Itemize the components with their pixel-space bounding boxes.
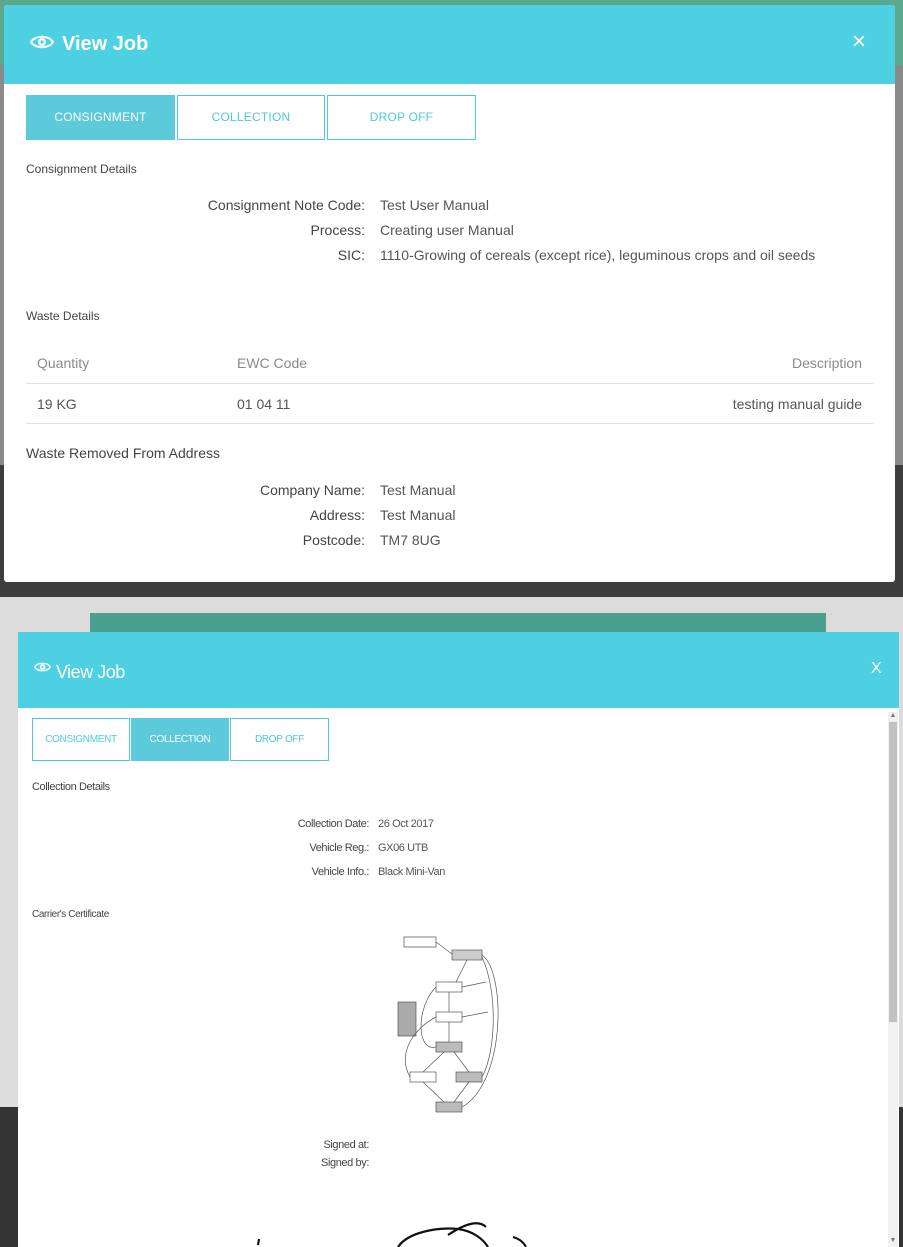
signature-image <box>248 1217 548 1247</box>
column-ewc-code: EWC Code <box>237 355 308 371</box>
sic-value: 1110-Growing of cereals (except rice), leguminous crops and oil seeds <box>380 247 816 263</box>
column-quantity: Quantity <box>37 355 90 371</box>
vehicle-info-label: Vehicle Info.: <box>311 866 369 878</box>
postcode-value: TM7 8UG <box>380 532 441 548</box>
cell-quantity: 19 KG <box>37 396 77 412</box>
consignment-note-code-value: Test User Manual <box>380 197 489 213</box>
sic-label: SIC: <box>337 247 365 263</box>
cell-ewc-code: 01 04 11 <box>237 396 291 412</box>
vehicle-reg-label: Vehicle Reg.: <box>309 842 369 854</box>
tab-drop-off[interactable]: DROP OFF <box>327 95 476 140</box>
consignment-note-code-label: Consignment Note Code: <box>207 197 365 213</box>
close-icon[interactable]: × <box>852 28 867 55</box>
modal-title: View Job <box>62 33 149 55</box>
collection-date-value: 26 Oct 2017 <box>378 818 434 830</box>
view-job-modal <box>4 5 895 582</box>
tab-collection[interactable]: COLLECTION <box>177 95 325 140</box>
company-name-label: Company Name: <box>259 482 365 498</box>
scroll-up-icon[interactable]: ▲ <box>889 712 897 719</box>
process-label: Process: <box>310 222 365 238</box>
eye-icon <box>30 33 54 51</box>
screenshot-collection <box>0 597 903 1247</box>
carriers-certificate-heading: Carrier's Certificate <box>32 909 109 920</box>
vertical-scrollbar[interactable] <box>888 712 898 1247</box>
cell-description: testing manual guide <box>732 396 862 412</box>
consignment-details-heading: Consignment Details <box>26 162 137 176</box>
column-description: Description <box>791 355 862 371</box>
close-icon[interactable]: X <box>871 660 882 677</box>
scrollbar-thumb[interactable] <box>889 722 897 1022</box>
screenshot-consignment <box>0 0 903 597</box>
modal-title: View Job <box>56 662 125 682</box>
waste-removed-address-heading: Waste Removed From Address <box>26 445 220 461</box>
address-value: Test Manual <box>380 507 456 523</box>
collection-date-label: Collection Date: <box>297 818 369 830</box>
tab-collection[interactable]: COLLECTION <box>131 718 229 761</box>
modal-header <box>4 5 895 84</box>
vehicle-info-value: Black Mini-Van <box>378 866 445 878</box>
signed-at-label: Signed at: <box>323 1139 369 1151</box>
certificate-image <box>396 932 508 1118</box>
scroll-down-icon[interactable]: ▼ <box>889 1237 897 1244</box>
modal-header <box>18 632 899 708</box>
table-divider <box>26 423 873 424</box>
tab-consignment[interactable]: CONSIGNMENT <box>26 95 175 140</box>
table-divider <box>26 383 873 384</box>
company-name-value: Test Manual <box>380 482 456 498</box>
waste-details-heading: Waste Details <box>26 309 100 323</box>
view-job-modal <box>18 632 899 1247</box>
signed-by-label: Signed by: <box>321 1157 369 1169</box>
collection-details-heading: Collection Details <box>32 781 110 793</box>
postcode-label: Postcode: <box>302 532 365 548</box>
eye-icon <box>34 660 51 674</box>
vehicle-reg-value: GX06 UTB <box>378 842 428 854</box>
address-label: Address: <box>309 507 365 523</box>
tab-drop-off[interactable]: DROP OFF <box>230 718 329 761</box>
tab-consignment[interactable]: CONSIGNMENT <box>32 718 130 761</box>
process-value: Creating user Manual <box>380 222 514 238</box>
